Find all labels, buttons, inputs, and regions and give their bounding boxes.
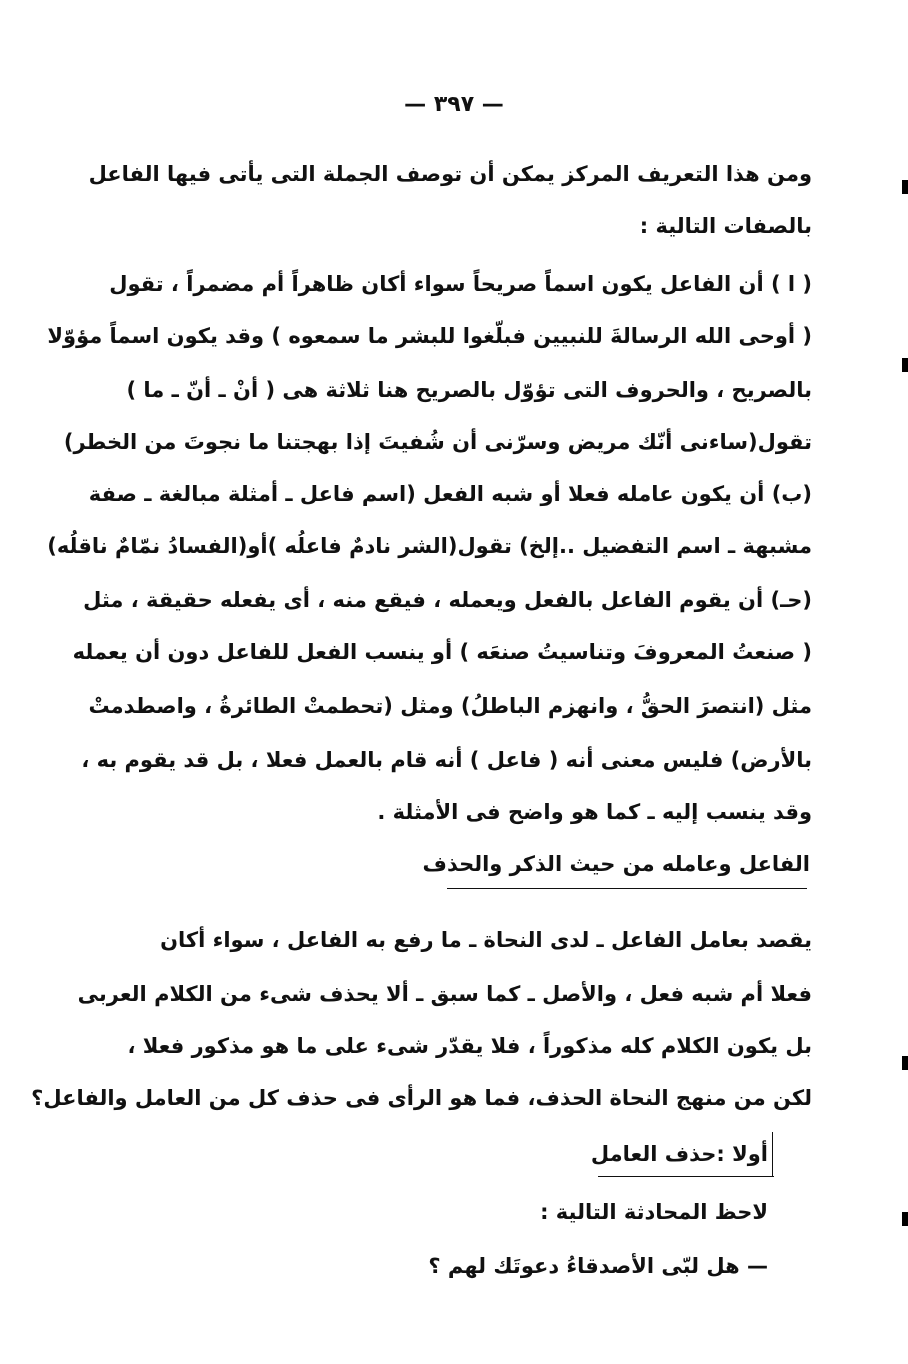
intro-line-2: بالصفات التالية : bbox=[639, 214, 812, 238]
paragraph-a-line-1: ( ا ) أن الفاعل يكون اسماً صريحاً سواء أكان ظاهراً أم مضمراً ، تقول bbox=[109, 272, 812, 296]
subheading: أولا :حذف العامل bbox=[590, 1142, 768, 1166]
paragraph-b-line-1: (ب) أن يكون عامله فعلا أو شبه الفعل (اسم فاعل ـ أمثلة مبالغة ـ صفة bbox=[88, 482, 812, 506]
paragraph-c-line-5: وقد ينسب إليه ـ كما هو واضح فى الأمثلة . bbox=[377, 800, 812, 824]
paragraph-c-line-1: (حـ) أن يقوم الفاعل بالفعل ويعمله ، فيقع منه ، أى يفعله حقيقة ، مثل bbox=[83, 588, 812, 612]
paragraph-d-line-3: بل يكون الكلام كله مذكوراً ، فلا يقدّر شىء على ما هو مذكور فعلا ، bbox=[127, 1034, 812, 1058]
page-number: — ٣٩٧ — bbox=[404, 92, 504, 117]
margin-mark bbox=[902, 358, 908, 372]
margin-mark bbox=[902, 1056, 908, 1070]
subheading-underline bbox=[598, 1176, 774, 1177]
subheading-side-rule bbox=[772, 1132, 773, 1177]
paragraph-d-line-4: لكن من منهج النحاة الحذف، فما هو الرأى فى حذف كل من العامل والفاعل؟ bbox=[31, 1086, 812, 1110]
paragraph-c-line-2: ( صنعتُ المعروفَ وتناسيتُ صنعَه ) أو ينسب الفعل للفاعل دون أن يعمله bbox=[72, 640, 812, 664]
paragraph-c-line-3: مثل (انتصرَ الحقُّ ، وانهزم الباطلُ) ومثل (تحطمتْ الطائرةُ ، واصطدمتْ bbox=[88, 694, 812, 718]
paragraph-d-line-1: يقصد بعامل الفاعل ـ لدى النحاة ـ ما رفع به الفاعل ، سواء أكان bbox=[160, 928, 812, 952]
paragraph-a-line-3: بالصريح ، والحروف التى تؤوّل بالصريح هنا ثلاثة هى ( أنْ ـ أنّ ـ ما ) bbox=[126, 378, 812, 402]
dialogue-line: — هل لبّى الأصدقاءُ دعوتَك لهم ؟ bbox=[428, 1254, 768, 1278]
paragraph-a-line-2: ( أوحى الله الرسالةَ للنبيين فبلّغوا للبشر ما سمعوه ) وقد يكون اسماً مؤوّلا bbox=[47, 324, 812, 348]
section-heading: الفاعل وعامله من حيث الذكر والحذف bbox=[422, 852, 810, 876]
paragraph-c-line-4: بالأرض) فليس معنى أنه ( فاعل ) أنه قام بالعمل فعلا ، بل قد يقوم به ، bbox=[81, 748, 812, 772]
intro-line-1: ومن هذا التعريف المركز يمكن أن توصف الجملة التى يأتى فيها الفاعل bbox=[88, 162, 812, 186]
section-heading-underline bbox=[447, 888, 807, 889]
margin-mark bbox=[902, 1212, 908, 1226]
paragraph-d-line-2: فعلا أم شبه فعل ، والأصل ـ كما سبق ـ ألا يحذف شىء من الكلام العربى bbox=[77, 982, 812, 1006]
margin-mark bbox=[902, 180, 908, 194]
note-line: لاحظ المحادثة التالية : bbox=[540, 1200, 768, 1224]
paragraph-b-line-2: مشبهة ـ اسم التفضيل ..إلخ) تقول(الشر نادمٌ فاعلُه )أو(الفسادُ نمّامٌ ناقلُه) bbox=[47, 534, 812, 558]
paragraph-a-line-4: تقول(ساءنى أنّك مريض وسرّنى أن شُفيتَ إذا بهجتنا ما نجوتَ من الخطر) bbox=[63, 430, 812, 454]
